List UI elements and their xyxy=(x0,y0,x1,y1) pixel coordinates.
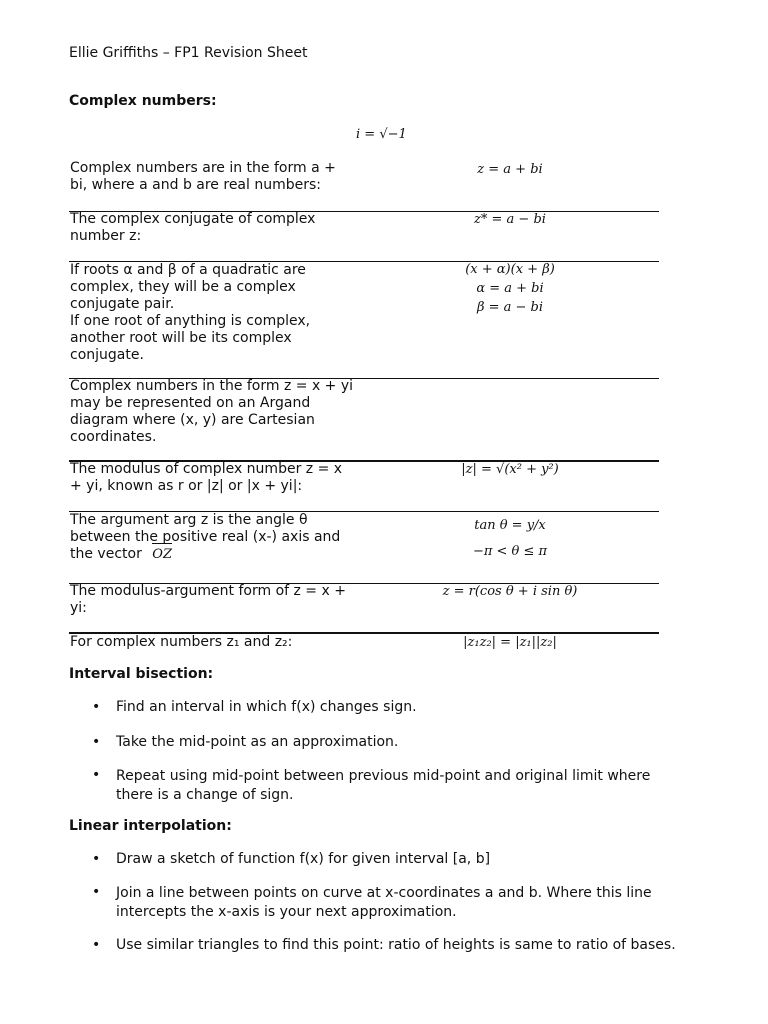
section-title-complex: Complex numbers: xyxy=(69,93,217,109)
interval-bullet-2: Take the mid-point as an approximation. xyxy=(116,734,399,750)
row3-formula-1: (x + α)(x + β) xyxy=(465,262,555,277)
row8-formula: |z₁z₂| = |z₁||z₂| xyxy=(463,635,557,650)
vector-oz: OZ xyxy=(152,546,172,563)
row5-formula: |z| = √(x² + y²) xyxy=(461,462,559,477)
row6-formula-2: −π < θ ≤ π xyxy=(472,544,548,559)
interval-bullet-3: Repeat using mid-point between previous mid-point and original limit where there is a change of sign. xyxy=(116,768,651,803)
row1-formula: z = a + bi xyxy=(477,162,543,177)
row6-text xyxy=(70,512,355,563)
linear-bullet-3: Use similar triangles to find this point: ratio of heights is same to ratio of bases. xyxy=(116,937,676,953)
bullet-icon: • xyxy=(92,851,101,867)
row2-formula: z* = a − bi xyxy=(474,212,546,227)
row4-text: Complex numbers in the form z = x + yi may be represented on an Argand diagram where (x, y) are Cartesian coordinates. xyxy=(70,378,354,445)
bullet-icon: • xyxy=(92,884,101,900)
interval-bullet-1: Find an interval in which f(x) changes sign. xyxy=(116,699,417,715)
row5-text: The modulus of complex number z = x + yi, known as r or |z| or |x + yi|: xyxy=(70,461,343,494)
section-title-linear: Linear interpolation: xyxy=(69,818,232,834)
row1-text: Complex numbers are in the form a + bi, where a and b are real numbers: xyxy=(70,160,336,193)
row6-formula-1: tan θ = y/x xyxy=(474,518,546,533)
row3-formula-2: α = a + bi xyxy=(476,281,544,296)
vector-arrow xyxy=(152,543,172,544)
section-title-interval: Interval bisection: xyxy=(69,666,214,682)
row7-formula: z = r(cos θ + i sin θ) xyxy=(442,584,578,599)
bullet-icon: • xyxy=(92,699,101,715)
bullet-icon: • xyxy=(92,767,101,783)
linear-bullet-1: Draw a sketch of function f(x) for given interval [a, b] xyxy=(116,851,491,867)
row3-formula-3: β = a − bi xyxy=(476,300,544,315)
row7-text: The modulus-argument form of z = x + yi: xyxy=(70,583,346,616)
row8-text: For complex numbers z₁ and z₂: xyxy=(70,634,293,650)
bullet-icon: • xyxy=(92,937,101,953)
document-title: Ellie Griffiths – FP1 Revision Sheet xyxy=(69,45,308,61)
row6-text-body: The argument arg z is the angle θ between the positive real (x-) axis and the vector xyxy=(70,512,341,562)
row3-text: If roots α and β of a quadratic are complex, they will be a complex conjugate pair. If one root of anything is complex, another root will be its complex conjugate. xyxy=(70,262,311,363)
i-definition: i = √−1 xyxy=(356,127,407,142)
bullet-icon: • xyxy=(92,734,101,750)
row2-text: The complex conjugate of complex number z: xyxy=(70,211,316,244)
linear-bullet-2: Join a line between points on curve at x-coordinates a and b. Where this line intercepts the x-axis is your next approximation. xyxy=(116,885,652,920)
